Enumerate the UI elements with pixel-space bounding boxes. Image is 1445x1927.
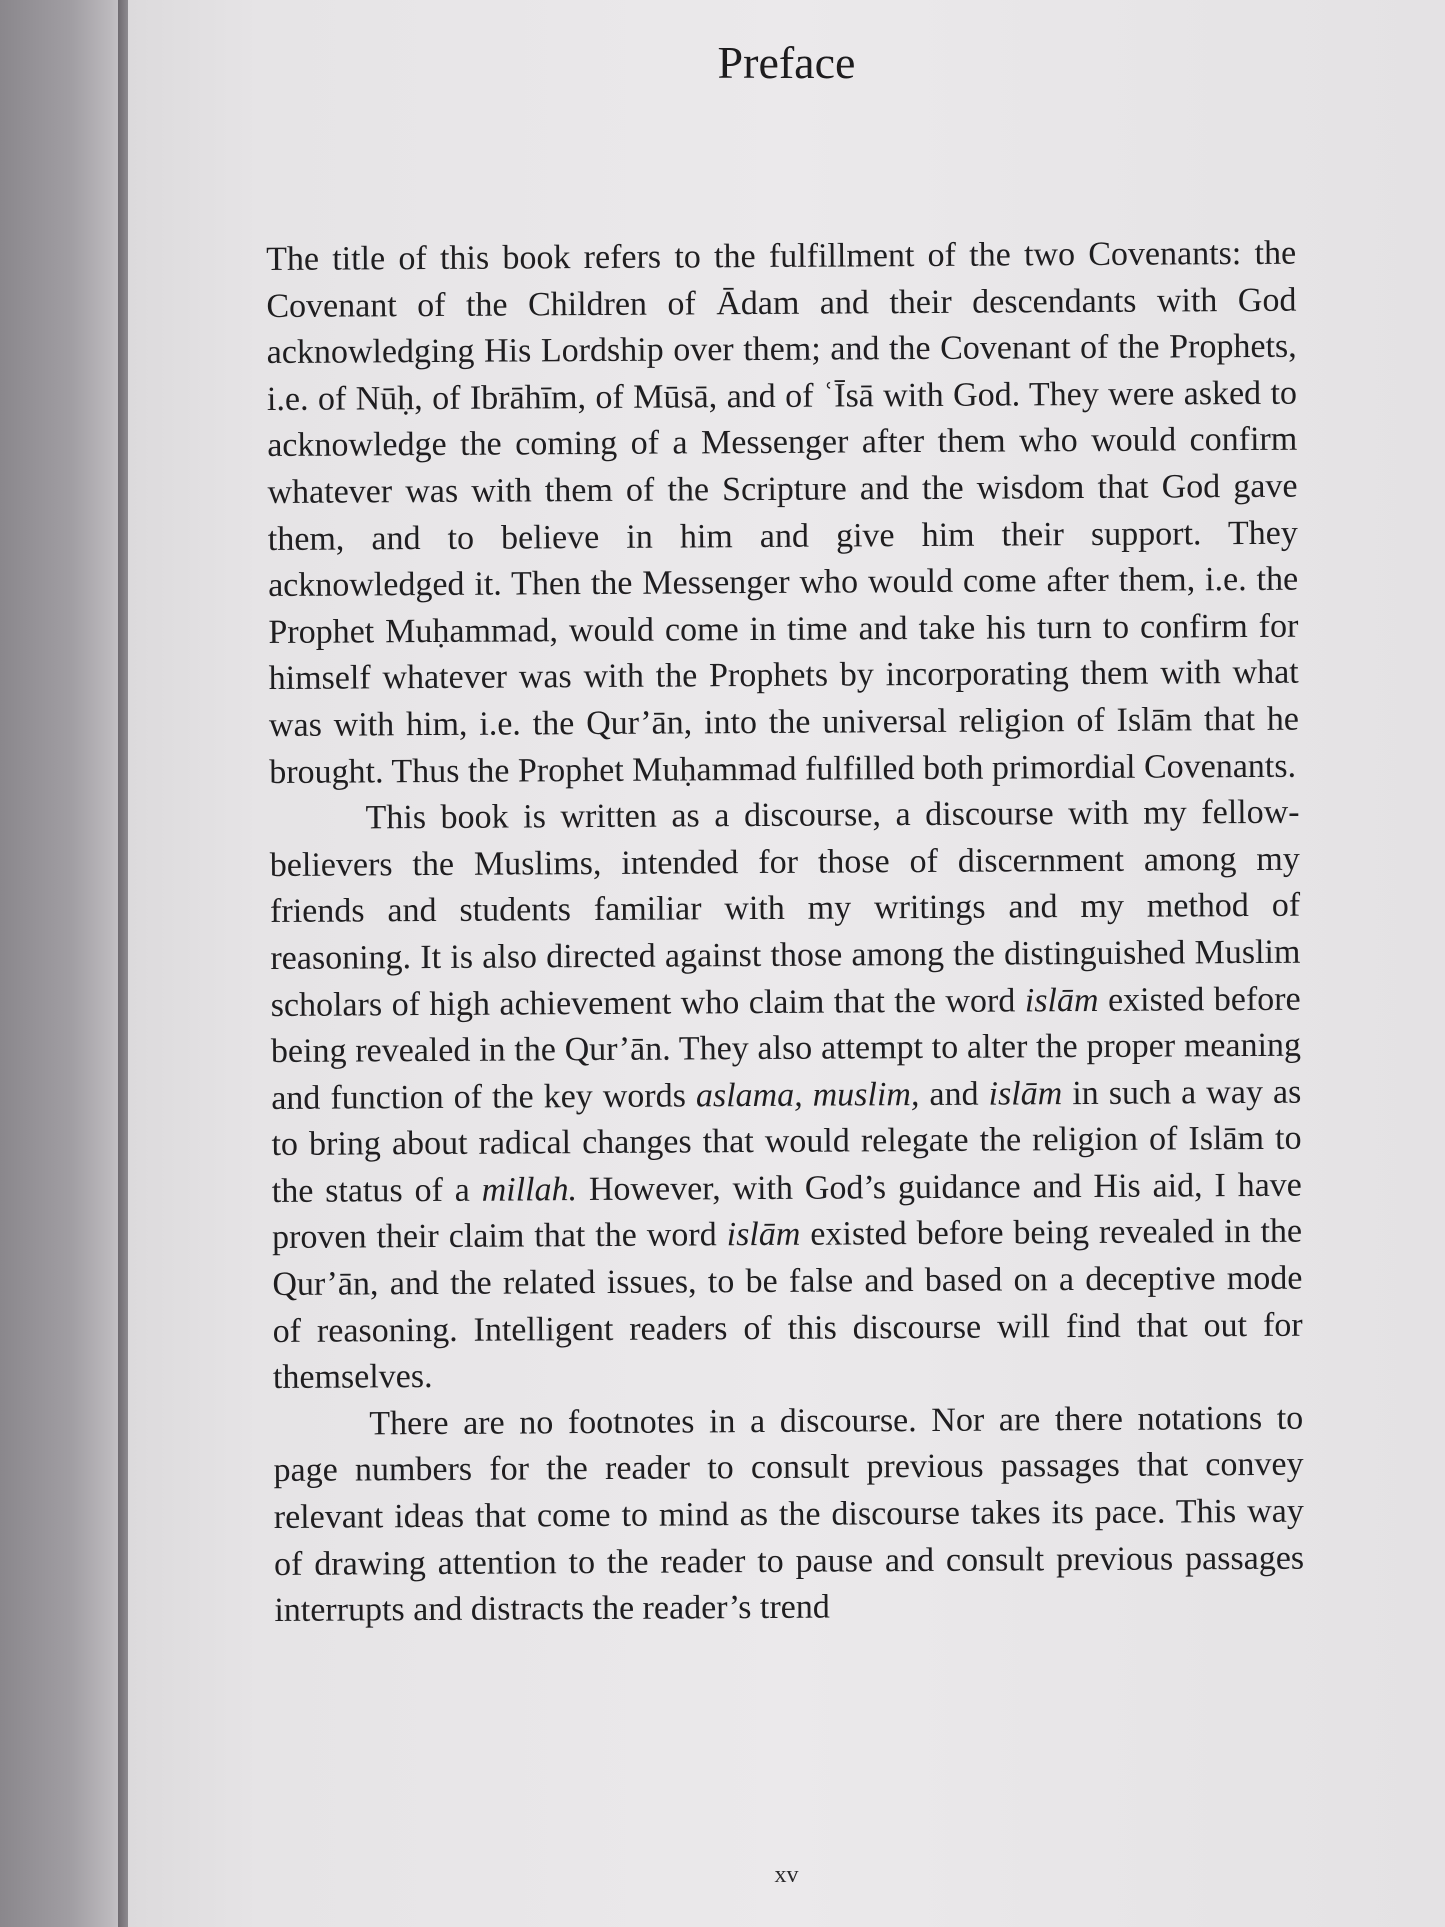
book-page: [128, 0, 1445, 1927]
text-run: There are no footnotes in a discourse. Nor are there notations to page numbers for the reader to consult previous passages that convey relevant ideas that come to mind as the discourse takes its pace. This way of drawing attention to the reader to pause and consult previous passages interrupts and distracts the reader’s trend: [273, 1399, 1305, 1630]
text-run: existed before being revealed in the Qur’ān. They also attempt to alter the proper meaning and function of the key words: [270, 980, 1302, 1117]
text-run: in such a way as to bring about radical changes that would relegate the religion of Islām to the status of a: [271, 1073, 1302, 1210]
facing-page-edge: [0, 0, 130, 1927]
italic-term: aslama, muslim,: [695, 1075, 920, 1115]
text-run: and: [919, 1075, 989, 1113]
italic-term: millah.: [481, 1170, 578, 1209]
italic-term: islām: [1024, 981, 1099, 1019]
text-run: existed before being revealed in the Qur’ān, and the related issues, to be false and based on a deceptive mode of reasoning. Intelligent readers of this discourse will find that out for themselves.: [272, 1213, 1303, 1397]
text-run: However, with God’s guidance and His aid, I have proven their claim that the word: [272, 1166, 1302, 1257]
paragraph-2: [269, 790, 1303, 1402]
body-text: [266, 231, 1305, 1635]
page-title: Preface: [717, 37, 856, 88]
italic-term: islām: [726, 1216, 801, 1254]
paragraph-3: [273, 1396, 1304, 1635]
text-run: This book is written as a discourse, a discourse with my fellow-believers the Muslims, intended for those of discernment among my friends and students familiar with my writings and my method of reasoning. It is also directed against those among the distinguished Muslim scholars of high achievement who claim that the word: [269, 793, 1301, 1024]
italic-term: islām: [988, 1074, 1063, 1113]
paragraph-1: [266, 231, 1299, 796]
text-run: The title of this book refers to the fulfillment of the two Covenants: the Covenant of the Children of Ādam and their descendants with God acknowledging His Lordship over them; and the Covenant of the Prophets, i.e. of Nūḥ, of Ibrāhīm, of Mūsā, and of ʿĪsā with God. They were asked to acknowledge the coming of a Messenger after them who would confirm whatever was with them of the Scripture and the wisdom that God gave them, and to believe in him and give him their support. They acknowledged it. Then the Messenger who would come after them, i.e. the Prophet Muḥammad, would come in time and take his turn to confirm for himself whatever was with the Prophets by incorporating them with what was with him, i.e. the Qur’ān, into the universal religion of Islām that he brought. Thus the Prophet Muḥammad fulfilled both primordial Covenants.: [266, 234, 1300, 791]
page-number: xv: [774, 1862, 799, 1888]
